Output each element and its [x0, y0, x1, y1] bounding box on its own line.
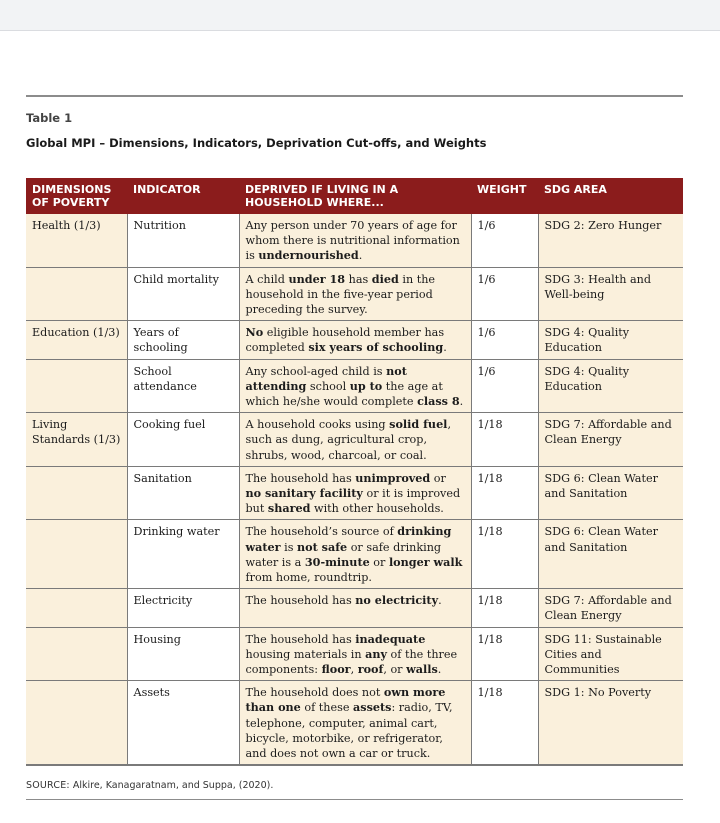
criteria-text: school — [306, 379, 350, 393]
criteria-text: . — [459, 395, 464, 409]
table-header-row — [26, 178, 683, 214]
criteria-text: , such as dung, agricultural crop, shrubs, wood, charcoal, or coal. — [245, 418, 451, 462]
table-row — [26, 214, 683, 267]
criteria-bold-text: shared — [267, 501, 311, 516]
cell-dimension — [26, 267, 127, 321]
header-dimensions: DIMENSIONS OF POVERTY — [26, 178, 127, 214]
criteria-bold-text: longer walk — [388, 554, 463, 569]
cell-sdg-area: SDG 4: Quality Education — [538, 321, 683, 359]
criteria-bold-text: No — [245, 325, 264, 340]
cell-indicator: Electricity — [127, 589, 239, 627]
criteria-bold-text: six years of schooling — [308, 340, 444, 355]
cell-sdg-area: SDG 6: Clean Water and Sanitation — [538, 520, 683, 589]
table-body — [26, 214, 683, 765]
criteria-text: has — [345, 272, 372, 286]
criteria-bold-text: no electricity — [355, 593, 439, 608]
criteria-bold-text: no sanitary facility — [245, 486, 363, 501]
cell-sdg-area: SDG 7: Affordable and Clean Energy — [538, 589, 683, 627]
criteria-text: with other households. — [310, 502, 444, 516]
criteria-bold-text: under 18 — [288, 271, 346, 286]
header-sdg-area: SDG AREA — [538, 178, 683, 214]
cell-dimension — [26, 466, 127, 520]
criteria-bold-text: drinking water — [245, 524, 452, 554]
table-title: Global MPI – Dimensions, Indicators, Deprivation Cut-offs, and Weights — [26, 136, 487, 150]
table-row — [26, 267, 683, 321]
criteria-text: is — [280, 540, 297, 554]
table-row — [26, 359, 683, 413]
cell-sdg-area: SDG 4: Quality Education — [538, 359, 683, 413]
cell-criteria — [239, 267, 471, 321]
header-indicator: INDICATOR — [127, 178, 239, 214]
source-label: SOURCE: — [26, 780, 70, 792]
criteria-text: : radio, TV, telephone, computer, animal cart, bicycle, motorbike, or refrigerator, and does not own a car or truck. — [245, 701, 453, 761]
cell-indicator: Cooking fuel — [127, 413, 239, 467]
table-row — [26, 321, 683, 359]
cell-sdg-area: SDG 3: Health and Well-being — [538, 267, 683, 321]
criteria-text: The household has — [245, 471, 356, 485]
cell-weight: 1/6 — [471, 267, 538, 321]
criteria-text: A child — [245, 272, 289, 286]
cell-indicator: Drinking water — [127, 520, 239, 589]
table-row — [26, 627, 683, 681]
cell-weight: 1/18 — [471, 466, 538, 520]
table-row — [26, 466, 683, 520]
criteria-bold-text: assets — [353, 700, 392, 715]
criteria-bold-text: not attending — [245, 363, 407, 393]
cell-weight: 1/6 — [471, 359, 538, 413]
cell-dimension — [26, 359, 127, 413]
criteria-bold-text: floor — [321, 662, 351, 677]
cell-weight: 1/18 — [471, 589, 538, 627]
cell-dimension — [26, 681, 127, 766]
cell-weight: 1/18 — [471, 413, 538, 467]
criteria-bold-text: class 8 — [417, 394, 460, 409]
criteria-text: The household does not — [245, 686, 384, 700]
criteria-text: or — [430, 471, 446, 485]
cell-criteria — [239, 627, 471, 681]
cell-indicator: Years of schooling — [127, 321, 239, 359]
cell-criteria — [239, 413, 471, 467]
table-row — [26, 589, 683, 627]
criteria-text: or — [369, 555, 389, 569]
cell-dimension — [26, 627, 127, 681]
cell-criteria — [239, 466, 471, 520]
criteria-text: . — [443, 341, 447, 355]
criteria-text: of the three components: — [245, 647, 458, 677]
browser-top-bar — [0, 0, 720, 31]
criteria-text: The household has — [245, 594, 356, 608]
criteria-text: of these — [300, 701, 354, 715]
cell-indicator: Nutrition — [127, 214, 239, 267]
top-divider — [26, 95, 683, 97]
criteria-bold-text: died — [371, 271, 399, 286]
criteria-text: . — [438, 594, 442, 608]
criteria-bold-text: roof — [357, 662, 384, 677]
cell-indicator: Child mortality — [127, 267, 239, 321]
cell-weight: 1/18 — [471, 681, 538, 766]
source-note — [26, 780, 683, 791]
criteria-bold-text: walls — [406, 662, 438, 677]
criteria-bold-text: up to — [349, 378, 383, 393]
cell-sdg-area: SDG 1: No Poverty — [538, 681, 683, 766]
source-text: Alkire, Kanagaratnam, and Suppa, (2020). — [72, 780, 274, 792]
cell-criteria — [239, 214, 471, 267]
table-row — [26, 681, 683, 766]
criteria-bold-text: not safe — [297, 539, 348, 554]
cell-criteria — [239, 520, 471, 589]
criteria-text: from home, roundtrip. — [245, 571, 372, 585]
document-page — [26, 95, 683, 800]
cell-sdg-area: SDG 11: Sustainable Cities and Communities — [538, 627, 683, 681]
criteria-bold-text: own more than one — [245, 685, 446, 715]
criteria-text: The household has — [245, 632, 356, 646]
table-label: Table 1 — [26, 111, 73, 125]
criteria-bold-text: solid fuel — [389, 417, 448, 432]
cell-dimension — [26, 589, 127, 627]
criteria-text: , or — [383, 663, 407, 677]
cell-weight: 1/18 — [471, 627, 538, 681]
cell-weight: 1/6 — [471, 214, 538, 267]
criteria-text: The household’s source of — [245, 525, 398, 539]
cell-criteria — [239, 321, 471, 359]
criteria-text: Any school-aged child is — [245, 364, 387, 378]
criteria-text: eligible household member has completed — [245, 326, 445, 355]
header-deprived-if: DEPRIVED IF LIVING IN A HOUSEHOLD WHERE... — [239, 178, 471, 214]
cell-criteria — [239, 359, 471, 413]
cell-criteria — [239, 681, 471, 766]
table-row — [26, 520, 683, 589]
cell-sdg-area: SDG 2: Zero Hunger — [538, 214, 683, 267]
criteria-text: . — [358, 249, 363, 263]
criteria-text: in the household in the five-year period preceding the survey. — [245, 272, 436, 317]
table-row — [26, 413, 683, 467]
header-weight: WEIGHT — [471, 178, 538, 214]
cell-indicator: Housing — [127, 627, 239, 681]
criteria-bold-text: undernourished — [258, 248, 359, 263]
criteria-text: or it is improved but — [245, 487, 461, 516]
criteria-text: the age at which he/she would complete — [245, 379, 443, 409]
cell-dimension — [26, 520, 127, 589]
criteria-bold-text: any — [365, 646, 387, 661]
cell-criteria — [239, 589, 471, 627]
cell-sdg-area: SDG 6: Clean Water and Sanitation — [538, 466, 683, 520]
criteria-text: Any person under 70 years of age for whom there is nutritional information is — [245, 219, 460, 263]
cell-weight: 1/6 — [471, 321, 538, 359]
mpi-table — [26, 178, 683, 766]
criteria-text: . — [437, 663, 442, 677]
cell-dimension: Living Standards (1/3) — [26, 413, 127, 467]
cell-dimension: Education (1/3) — [26, 321, 127, 359]
cell-weight: 1/18 — [471, 520, 538, 589]
criteria-text: A household cooks using — [245, 418, 390, 432]
cell-sdg-area: SDG 7: Affordable and Clean Energy — [538, 413, 683, 467]
criteria-text: , — [350, 663, 358, 677]
criteria-text: housing materials in — [245, 647, 366, 661]
cell-indicator: Sanitation — [127, 466, 239, 520]
criteria-bold-text: 30-minute — [304, 554, 370, 569]
criteria-text: or safe drinking water is a — [245, 540, 442, 569]
criteria-bold-text: unimproved — [355, 470, 431, 485]
bottom-divider — [26, 799, 683, 800]
cell-dimension: Health (1/3) — [26, 214, 127, 267]
cell-indicator: School attendance — [127, 359, 239, 413]
cell-indicator: Assets — [127, 681, 239, 766]
criteria-bold-text: inadequate — [355, 631, 426, 646]
